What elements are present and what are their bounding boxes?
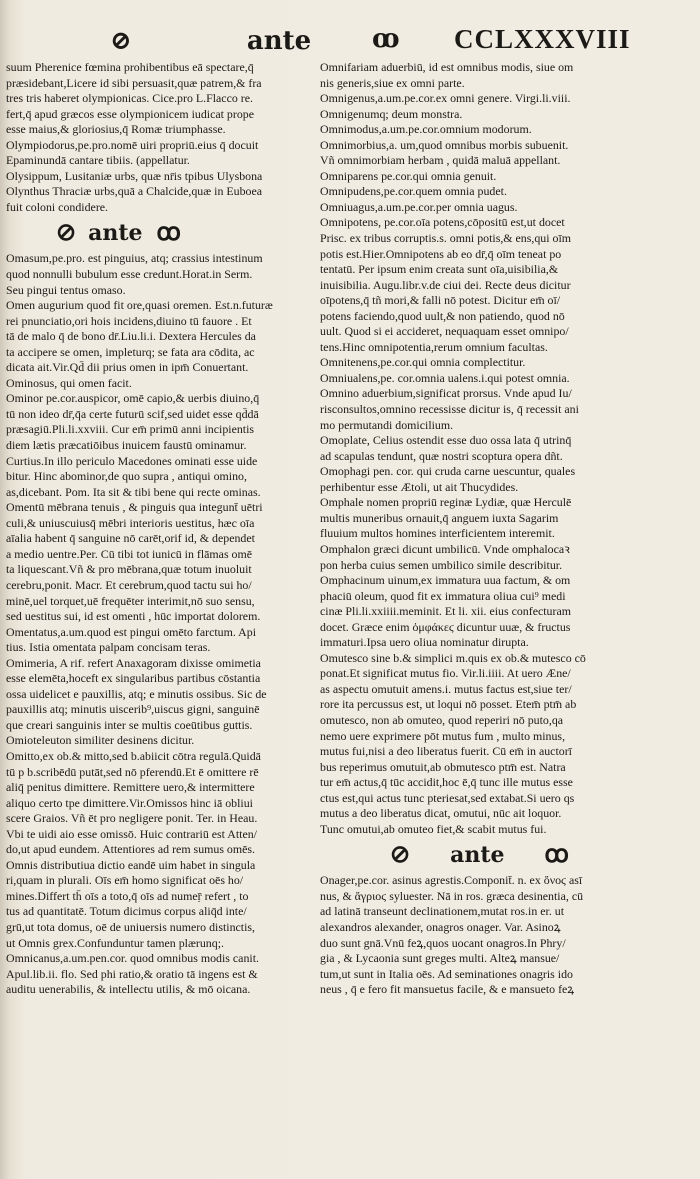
text-line: ctus est,qui actus tunc pteriesat,sed extabat.Si uero qs	[320, 790, 575, 805]
text-line: fuit coloni condidere.	[6, 199, 109, 214]
text-line: Seu pingui tentus omaso.	[6, 282, 126, 297]
text-line: duo sunt gnā.Vnū feꝝ,quos uocant onagros.In Phry/	[320, 935, 566, 950]
text-line: Omasum,pe.pro. est pinguius, atq; crassius intestinum	[6, 251, 263, 266]
text-line: Olynthus Thraciæ urbs,quā a Chalcide,quæ in Euboea	[6, 184, 263, 199]
text-line: gia , & Lycaonia sunt greges multi. Alteꝝ mansue/	[320, 951, 560, 966]
text-line: tens.Hinc omnipotentia,rerum omnium facultas.	[320, 339, 548, 354]
text-line: Omphalon græci dicunt umbilicū. Vnde omphalocaꝛ	[320, 541, 570, 556]
text-line: as aspectu omutuit amens.i. mutus factus est,siue ter/	[320, 681, 572, 696]
text-line: Omnipudens,pe.cor.quem omnia pudet.	[320, 184, 507, 199]
text-line: ta accipere se omen, impleturq; se fata ara cōdita, ac	[6, 344, 255, 359]
text-line: nus, & ἄγριοϛ syluester. Nā in ros. græca desinentia, cū	[320, 888, 584, 903]
text-line: auditu uenerabilis, & intellectu utilis, & mō oicana.	[6, 982, 251, 997]
text-line: Omen augurium quod fit ore,quasi oremen. Est.n.futuræ	[6, 298, 273, 313]
text-line: Omnipotens, pe.cor.oīa potens,cōpositū est,ut docet	[320, 215, 565, 230]
text-line: Omniuagus,a.um.pe.cor.per omnia uagus.	[320, 199, 518, 214]
text-line: Omimeria, A rif. refert Anaxagoram dixisse omimetia	[6, 655, 261, 670]
section-mark-icon: ⊘	[390, 842, 411, 869]
running-head-word: ante	[246, 26, 312, 56]
text-line: Omentatus,a.um.quod est pingui omēto farctum. Api	[6, 624, 256, 639]
text-line: alexandros alexander, onagros onager. Var. Asinoꝝ	[320, 919, 561, 934]
text-line: Omniparens pe.cor.qui omnia genuit.	[320, 168, 497, 183]
text-line: Omnimorbius,a. um,quod omnibus morbis subuenit.	[320, 137, 569, 152]
text-line: cerebru,ponit. Macr. Et cerebrum,quod tactu sui ho/	[6, 577, 252, 592]
text-line: aīalia habent q̄ sanguine nō carēt,orif id, & dependet	[6, 531, 255, 546]
text-line: cinæ Pli.li.xxiiii.meminit. Et li. xii. eius confecturam	[320, 604, 571, 619]
text-line: nemo uere exprimere pōt mutus fum , multo minus,	[320, 728, 566, 743]
text-line: risconsultos,omnino recessisse dicitur is, q̄ recessit ani	[320, 402, 579, 417]
text-line: fluuium multos homines interficientem interemit.	[320, 526, 555, 541]
text-line: mines.Differt th̄ oīs a toto,q̄ oīs ad numeṝ refert , to	[6, 888, 249, 903]
text-line: fert,q̄ apud græcos esse olympionicem iudicat prope	[6, 106, 254, 121]
text-line: tum,ut sunt in Italia oēs. Ad seminationes onagris ido	[320, 966, 573, 981]
text-line: Omophagi pen. cor. qui cruda carne uescuntur, quales	[320, 464, 576, 479]
left-column-block-1	[6, 60, 316, 215]
text-line: Ominosus, qui omen facit.	[6, 375, 132, 390]
right-column-block-1	[320, 60, 676, 837]
text-line: Olysippum, Lusitaniæ urbs, quæ nr̄is tpibus Ulysbona	[6, 168, 263, 183]
text-line: multis muneribus ornauit,q̄ anguem iuxta Sagarim	[320, 510, 559, 525]
text-line: Omitto,ex ob.& mitto,sed b.abiicit cōtra regulā.Quidā	[6, 748, 261, 763]
text-line: ut Omnis grex.Confunduntur tamen plærunq;.	[6, 935, 224, 950]
text-line: tres tris haberet olympionicas. Cice.pro L.Flacco re.	[6, 91, 253, 106]
folio-number: CCLXXXVIII	[454, 24, 631, 54]
text-line: Omentū mēbrana tenuis , & pinguis qua integunt̄ uētri	[6, 500, 263, 515]
text-line: a medio uentre.Per. Cū tibi tot iunicū in flāmas omē	[6, 546, 253, 561]
text-line: pauxillis atq; minutis uiscerib⁹,uiscus gigni, sanguinē	[6, 702, 260, 717]
text-line: Omnitenens,pe.cor.qui omnia complectitur.	[320, 355, 526, 370]
text-line: uult. Quod si ei accideret, nequaquam esset omnipo/	[320, 324, 569, 339]
right-column-block-2	[320, 873, 676, 997]
text-line: Omphacinum uinum,ex immatura uua factum, & om	[320, 573, 571, 588]
text-line: præsagiū.Pli.li.xxviii. Cur em̄ primū anni incipientis	[6, 422, 255, 437]
text-line: mutus a deo liberatus dicat, omutui, nūc ait loquor.	[320, 806, 562, 821]
section-heading-om	[6, 217, 316, 249]
text-line: minē,uel torquet,uē frequēter interimit,nō suo sensu,	[6, 593, 255, 608]
left-column-block-2	[6, 251, 316, 997]
text-line: ad scapulas tendunt, quæ nostri scoptura opera dñt.	[320, 448, 563, 463]
text-line: Omnis distributiua dictio eandē uim habet in singula	[6, 857, 256, 872]
left-column	[6, 60, 316, 998]
text-line: Vñ omnimorbiam herbam , quidā maluā appellant.	[320, 153, 561, 168]
text-line: tentatū. Per ipsum enim creata sunt oīa,uisibilia,&	[320, 262, 559, 277]
text-line: Omnifariam aduerbiū, id est omnibus modis, siue om	[320, 60, 574, 74]
text-line: tū non ideo dr̄,q̄a certe futurū scif,sed uidet esse qd̄dā	[6, 406, 259, 421]
text-line: ri,quam in plurali. Oīs em̄ homo significat oēs ho/	[6, 873, 244, 888]
text-line: Onager,pe.cor. asinus agrestis.Componit̄. n. ex ὄνοϛ asī	[320, 873, 583, 888]
text-line: ponat.Et significat mutus fio. Vir.li.iiii. At uero Æne/	[320, 666, 571, 681]
text-line: docet. Græce enim ὀμφάκεϛ dicuntur uuæ, & fructus	[320, 619, 571, 634]
text-line: neus , q̄ e fero fit mansuetus facile, & e mansueto feꝝ	[320, 982, 575, 997]
text-line: culi,& uniuscuiusq̄ mēbri interioris uestitus, hæc oīa	[6, 515, 255, 530]
text-line: Omnimodus,a.um.pe.cor.omnium modorum.	[320, 122, 532, 137]
text-line: Omutesco sine b.& simplici m.quis ex ob.& mutesco cō	[320, 650, 586, 665]
text-line: bus reperimus omutuit,ab obmutesco ptm̄ est. Natra	[320, 759, 566, 774]
text-line: sed uestitus sui, id est omenti , hūc importat dolorem.	[6, 609, 261, 624]
text-line: Omnigenumq; deum monstra.	[320, 106, 463, 121]
text-line: Curtius.In illo periculo Macedones ominati esse uide	[6, 453, 258, 468]
text-line: omutesco, non ab omuteo, quod reperiri nō puto,qa	[320, 712, 564, 727]
running-head-left	[110, 26, 320, 60]
section-mark-icon: ⊘	[110, 26, 132, 56]
text-line: ta liquescant.Vñ & pro mēbrana,quæ totum inuoluit	[6, 562, 252, 577]
text-line: grū,ut tota domus, oē de uniuersis numero distinctis,	[6, 919, 256, 934]
text-line: mo permutandi domicilium.	[320, 417, 454, 432]
text-line: potis est.Hier.Omnipotens ab eo dr̄,q̄ oīm teneat po	[320, 246, 562, 261]
text-line: tius. Istia omentata palpam concisam teras.	[6, 640, 211, 655]
text-line: oīpotens,q̄ tñ mori,& falli nō potest. Dicitur em̄ oī/	[320, 293, 561, 308]
text-line: aliquo certo tpe dimittere.Vir.Omissos hinc iā obliui	[6, 795, 253, 810]
text-line: rore ita percussus est, ut loqui nō posset. Etem̄ ptm̄ ab	[320, 697, 577, 712]
text-line: Apul.lib.ii. flo. Sed phi ratio,& oratio tā ingens est &	[6, 966, 258, 981]
text-line: esse elemēta,hoceft ex singularibus partibus cōstantia	[6, 671, 261, 686]
section-mark-icon: ⊘	[56, 220, 77, 247]
text-line: Omphale nomen propriū reginæ Lydiæ, quæ Herculē	[320, 495, 572, 510]
section-heading-word: ante	[450, 841, 505, 868]
text-line: quod nonnulli bubulum esse credunt.Horat.in Serm.	[6, 267, 253, 282]
text-line: esse maius,& gloriosius,q̄ Romæ triumphasse.	[6, 122, 226, 137]
text-line: Omniualens,pe. cor.omnia ualens.i.qui potest omnia.	[320, 370, 570, 385]
text-line: Omnino aduerbium,significat prorsus. Vnde apud Iu/	[320, 386, 572, 401]
text-line: tā de malo q̄ de bono dr̄.Liu.li.i. Dextera Hercules da	[6, 329, 256, 344]
right-column	[320, 60, 676, 998]
text-line: Omoplate, Celius ostendit esse duo ossa lata q̄ utrinq̄	[320, 433, 572, 448]
text-line: tus ad quantitatē. Totum dicimus corpus aliq̄d inte/	[6, 904, 247, 919]
text-line: ossa uidelicet e pauxillis, atq; e minutis ossibus. Sic de	[6, 686, 267, 701]
text-line: que creari sanguinis inter se multis coeūtibus guttis.	[6, 717, 253, 732]
section-glyph-icon: ꝏ	[156, 219, 181, 246]
text-line: Epaminundā cantare tibiis. (appellatur.	[6, 153, 190, 168]
text-line: do,ut apud eundem. Attentiores ad rem sumus omēs.	[6, 842, 256, 857]
text-line: Prisc. ex tribus corruptis.s. omni potis,& ens,qui oīm	[320, 231, 572, 246]
text-line: Omioteleuton similiter desinens dicitur.	[6, 733, 195, 748]
text-line: Olympiodorus,pe.pro.nomē uiri propriū.eius q̄ docuit	[6, 137, 259, 152]
text-line: Tunc omutui,ab omuteo fiet,& scabit mutus fui.	[320, 821, 547, 836]
text-line: perhibentur esse Ætoli, ut ait Thucydides.	[320, 479, 519, 494]
text-line: rei pnunciatio,ori hois incidens,diuino tū fauore . Et	[6, 313, 252, 328]
text-line: diem lætis præcatiōibus inuicem faustū ominamur.	[6, 438, 247, 453]
text-line: nis generis,siue ex omni parte.	[320, 75, 465, 90]
text-line: potens faciendo,quod uult,& non patiendo, quod nō	[320, 308, 565, 323]
text-line: Ominor pe.cor.auspicor, omē capio,& uerbis diuino,q̄	[6, 391, 260, 406]
text-line: inuisibilia. Augu.libr.v.de ciui dei. Recte deus dicitur	[320, 277, 571, 292]
text-line: suum Pherenice fœmina prohibentibus eā spectare,q̄	[6, 60, 254, 74]
text-line: Vbi te uidi aio esse omissō. Huic contrariū est Atten/	[6, 826, 257, 841]
text-line: bitur. Hinc abominor,de quo supra , antiqui omino,	[6, 469, 247, 484]
text-line: phaciū oleum, quod fit ex immatura oliua cui⁹ medi	[320, 588, 566, 603]
section-heading-word: ante	[88, 219, 143, 246]
text-line: præsidebant,Licere id sibi persuasit,quæ patrem,& fra	[6, 75, 262, 90]
text-line: scere Graios. Vñ ēt pro negligere ponit. Ter. in Heau.	[6, 811, 258, 826]
text-line: dicata ait.Vir.Qd̄ dii prius omen in ipm̄ Conuertant.	[6, 360, 249, 375]
text-line: Omnicanus,a.um.pen.cor. quod omnibus modis canit.	[6, 951, 259, 966]
text-line: mutus fui,nisi a deo liberatus fuerit. Cū em̄ in auctorī	[320, 744, 572, 759]
text-line: ad latinā transeunt declinationem,mutat ros.in er. ut	[320, 904, 565, 919]
text-line: pon herba cuius semen umbilico simile describitur.	[320, 557, 563, 572]
text-line: immaturi.Ipsa uero oliua nominatur dirupta.	[320, 635, 529, 650]
text-line: tū p b.scribēdū putāt,sed nō pferendū.Et ē omittere rē	[6, 764, 259, 779]
text-line: Omnigenus,a.um.pe.cor.ex omni genere. Virgi.li.viii.	[320, 91, 571, 106]
text-line: aliq̄ penitus dimittere. Remittere uero,& intermittere	[6, 780, 255, 795]
section-heading-on	[320, 839, 676, 871]
text-line: as,dicebant. Pom. Ita sit & tibi bene qui recte ominas.	[6, 484, 261, 499]
section-glyph-icon: ꝏ	[372, 24, 400, 54]
section-glyph-icon: ꝏ	[544, 841, 569, 868]
text-line: tur em̄ actus,q̄ tūc accidit,hoc ē,q̄ tunc ille mutus esse	[320, 775, 573, 790]
running-head-right	[368, 22, 658, 58]
